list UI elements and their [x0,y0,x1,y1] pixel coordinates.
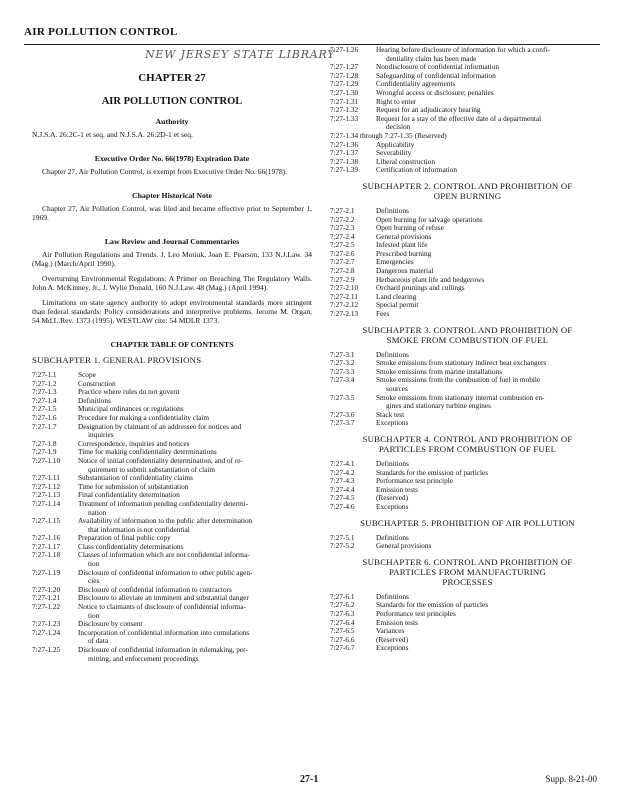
toc-entry [330,619,605,628]
section-number: 7:27-1.36 [330,139,359,149]
section-number: 7:27-6.1 [330,591,355,601]
section-title: Classes of information which are not confidential informa- tion [78,550,250,569]
toc-entry [330,72,605,81]
page-header [24,14,600,45]
toc-entry [330,89,605,98]
toc-entry [330,284,605,293]
section-title: Construction [78,378,116,388]
section-number: 7:27-2.8 [330,266,355,276]
toc-entry [330,293,605,302]
toc-entry [330,394,605,411]
toc-entry [32,371,312,380]
subchapter-6-list [330,593,605,653]
toc-entry [330,158,605,167]
toc-entry [330,419,605,428]
toc-entry [32,551,312,568]
section-title: Fees [376,309,390,319]
section-title: Open burning for salvage operations [376,214,483,224]
section-number: 7:27-1.26 [330,45,359,54]
toc-entry [330,276,605,285]
section-number: 7:27-3.2 [330,358,355,368]
section-number: 7:27-6.3 [330,608,355,618]
section-title: Disclosure to alleviate an imminent and substantial danger [78,593,249,603]
section-title: Special permit [376,300,419,310]
section-title: Dangerous material [376,266,434,276]
section-number: 7:27-1.17 [32,541,61,551]
toc-entry [330,601,605,610]
section-title: Exceptions [376,501,409,511]
section-title: Disclosure of confidential information to other public agen- cies [78,567,253,586]
subchapter-1-continued-list [330,46,605,175]
toc-entry [330,610,605,619]
left-column [32,72,312,663]
section-number: 7:27-1.39 [330,165,359,175]
section-title: Confidentiality agreements [376,79,456,89]
section-title: Smoke emissions from stationary indirect heat exchangers [376,358,547,368]
toc-entry [330,503,605,512]
section-title: Designation by claimant of an addressee for notices and inquiries [78,421,242,440]
section-title: Disclosure of confidential information in rulemaking, per- mitting, and enforcement proceedings [78,645,248,663]
section-title: Emission tests [376,484,418,494]
chapter-number: CHAPTER 27 [138,72,206,84]
section-title: Herbaceous plant life and hedgerows [376,274,485,284]
section-number: 7:27-1.16 [32,533,61,543]
subchapter-3-title: SUBCHAPTER 3. CONTROL AND PROHIBITION OF SMOKE FROM COMBUSTION OF FUEL [362,324,573,345]
section-title: Exceptions [376,643,409,653]
section-number: 7:27-6.5 [330,626,355,636]
section-title: Notice of initial confidentiality determination, and of re- quirement to submit substantiation of claim [78,455,243,474]
section-number: 7:27-1.1 [32,370,57,379]
section-title: Definitions [376,458,409,468]
section-number: 7:27-2.5 [330,240,355,250]
library-stamp: NEW JERSEY STATE LIBRARY [145,48,336,61]
section-number: 7:27-5.1 [330,532,355,542]
section-number: 7:27-1.22 [32,602,61,612]
toc-entry [32,457,312,474]
section-title: Severability [376,148,412,158]
section-number: 7:27-1.14 [32,498,61,508]
section-title: Smoke emissions from the combustion of fuel in mobile sources [376,375,541,393]
page-number: 27-1 [300,774,319,785]
section-number: 7:27-1.30 [330,87,359,97]
section-number: 7:27-2.4 [330,231,355,241]
section-number: 7:27-3.6 [330,409,355,419]
subchapter-4-list [330,460,605,512]
toc-entry [330,310,605,319]
toc-entry [330,636,605,645]
section-number: 7:27-1.11 [32,473,60,483]
section-title: Performance test principle [376,476,453,486]
section-title: Liberal construction [376,156,435,166]
section-number: 7:27-3.4 [330,375,355,385]
section-number: 7:27-6.4 [330,617,355,627]
section-number: 7:27-2.1 [330,205,355,215]
section-title: Nondisclosure of confidential information [376,62,500,72]
toc-entry [32,423,312,440]
section-number: 7:27-2.12 [330,300,359,310]
section-title: Availability of information to the public after determination that information is not confidential [78,516,253,534]
section-number: 7:27-1.38 [330,156,359,166]
supplement-date: Supp. 8-21-00 [545,774,597,784]
subchapter-6-title: SUBCHAPTER 6. CONTROL AND PROHIBITION OF PARTICLES FROM MANUFACTURING PROCESSES [362,556,573,587]
section-number: 7:27-3.3 [330,366,355,376]
section-title: Procedure for making a confidentiality claim [78,412,210,422]
section-number: 7:27-2.11 [330,291,358,301]
section-title: Land clearing [376,291,417,301]
section-number: 7:27-1.8 [32,438,57,448]
section-title: Safeguarding of confidential information [376,70,496,80]
section-title: Wrongful access or disclosure; penalties [376,87,494,97]
authority-heading: Authority [155,117,189,126]
authority-text: N.J.S.A. 26:2C-1 et seq. and N.J.S.A. 26:2D-1 et seq. [32,130,193,139]
section-number: 7:27-1.5 [32,404,57,414]
section-number: 7:27-3.7 [330,418,355,428]
section-number: 7:27-1.23 [32,619,61,629]
section-number: 7:27-3.5 [330,392,355,402]
section-number: 7:27-1.37 [330,148,359,158]
section-title: General provisions [376,231,432,241]
section-title: Emission tests [376,617,418,627]
section-title: (Reserved) [376,634,409,644]
section-title: Time for making confidentiality determinations [78,447,217,457]
toc-entry [330,411,605,420]
section-number: 7:27-1.31 [330,96,359,106]
section-title: Class confidentiality determinations [78,541,184,551]
toc-heading: CHAPTER TABLE OF CONTENTS [110,340,234,349]
section-title: Smoke emissions from marine installations [376,366,503,376]
toc-entry [330,141,605,150]
section-number: 7:27-2.6 [330,248,355,258]
toc-entry [330,542,605,551]
section-number: 7:27-1.2 [32,378,57,388]
section-title: Correspondence, inquiries and notices [78,438,190,448]
toc-entry [330,224,605,233]
section-title: Emergencies [376,257,414,267]
section-number: 7:27-1.12 [32,481,61,491]
section-title: Notice to claimants of disclosure of confidential informa- tion [78,602,246,620]
section-title: Definitions [78,395,111,405]
section-number: 7:27-2.10 [330,283,359,293]
section-number: 7:27-4.3 [330,476,355,486]
right-column [330,46,605,653]
section-number: 7:27-1.34 through 7:27-1.35 [330,130,413,140]
section-number: 7:27-2.7 [330,257,355,267]
section-title: Right to enter [376,96,417,106]
toc-entry [32,517,312,534]
toc-entry [330,301,605,310]
section-number: 7:27-6.2 [330,600,355,610]
law-review-entry: Overturning Environmental Regulations: A Primer on Breaching The Regulatory Walls. John A. McKinney, Jr., J. Wylie Donald, 160 N.J.Law. 48 (Mag.) (April 1994). [32,274,312,292]
section-number: 7:27-1.15 [32,516,61,526]
section-title: Infested plant life [376,240,428,250]
section-number: 7:27-3.1 [330,349,355,359]
section-title: Variances [376,626,405,636]
toc-entry [330,494,605,503]
section-number: 7:27-1.20 [32,584,61,594]
toc-entry [330,149,605,158]
section-title: Substantiation of confidentiality claims [78,473,193,483]
section-title: Open burning of refuse [376,223,444,233]
subchapter-1-title: SUBCHAPTER 1. GENERAL PROVISIONS [32,355,202,365]
section-title: Stack test [376,409,405,419]
section-number: 7:27-1.3 [32,387,57,397]
section-title: Definitions [376,591,409,601]
section-number: 7:27-1.10 [32,455,61,465]
section-number: 7:27-1.7 [32,421,57,431]
section-number: 7:27-1.4 [32,395,57,405]
executive-order-heading: Executive Order No. 66(1978) Expiration Date [94,154,250,163]
executive-order-text: Chapter 27, Air Pollution Control, is exempt from Executive Order No. 66(1978). [42,167,288,176]
toc-entry [330,250,605,259]
section-title: Standards for the emission of particles [376,600,489,610]
chapter-title: AIR POLLUTION CONTROL [101,96,243,107]
section-number: 7:27-1.27 [330,62,359,72]
law-review-entry: Limitations on state agency authority to adopt environmental standards more stringent than federal standards: Policy considerations and interpretive problems. Jerome M. Organ, 54 Md.L.Rev. 1373 (1995). WESTLAW cite: 54 MDLR 1373. [32,298,312,325]
historical-note-heading: Chapter Historical Note [132,191,212,200]
section-title: Definitions [376,532,409,542]
section-number: 7:27-4.5 [330,493,355,503]
toc-entry [330,469,605,478]
section-number: 7:27-2.2 [330,214,355,224]
section-title: Preparation of final public copy [78,533,171,543]
section-title: Definitions [376,349,409,359]
toc-entry [32,388,312,397]
section-title: Performance test principles [376,608,456,618]
section-title: Practice where rules do not govern [78,387,180,397]
section-number: 7:27-4.4 [330,484,355,494]
section-title: (Reserved) [414,130,447,140]
toc-entry [330,132,605,141]
toc-entry [330,241,605,250]
section-title: Treatment of information pending confidentiality determi- nation [78,498,249,517]
section-number: 7:27-4.6 [330,501,355,511]
section-title: (Reserved) [376,493,409,503]
section-number: 7:27-1.9 [32,447,57,457]
section-title: Scope [78,370,96,379]
section-title: Standards for the emission of particles [376,467,489,477]
section-title: Smoke emissions from stationary internal combustion en- gines and stationary turbine engines [376,392,545,411]
section-number: 7:27-1.29 [330,79,359,89]
section-number: 7:27-6.7 [330,643,355,653]
law-review-heading: Law Review and Journal Commentaries [104,237,240,246]
section-title: Request for an adjudicatory hearing [376,105,481,115]
section-number: 7:27-1.32 [330,105,359,115]
section-number: 7:27-6.6 [330,634,355,644]
section-title: Disclosure by consent [78,619,143,629]
toc-entry [330,46,605,63]
section-title: Exceptions [376,418,409,428]
toc-entry [330,627,605,636]
section-number: 7:27-5.2 [330,541,355,551]
subchapter-5-title: SUBCHAPTER 5. PROHIBITION OF AIR POLLUTION [360,517,575,528]
toc-entry [32,500,312,517]
section-number: 7:27-1.33 [330,113,359,123]
toc-entry [32,629,312,646]
section-title: Orchard prunings and cullings [376,283,465,293]
toc-entry [330,486,605,495]
subchapter-2-title: SUBCHAPTER 2. CONTROL AND PROHIBITION OF OPEN BURNING [362,180,573,201]
section-number: 7:27-1.6 [32,412,57,422]
subchapter-5-list [330,534,605,551]
section-title: Disclosure of confidential information to contractors [78,584,232,594]
toc-entry [330,477,605,486]
running-head: AIR POLLUTION CONTROL [24,26,178,38]
toc-entry [330,644,605,653]
section-number: 7:27-2.13 [330,309,359,319]
toc-entry [330,233,605,242]
section-title: Time for submission of substantiation [78,481,189,491]
section-title: Certification of information [376,165,458,175]
section-number: 7:27-4.1 [330,458,355,468]
section-title: Incorporation of confidential information into cumulations of data [78,627,250,646]
section-title: Definitions [376,205,409,215]
toc-entry [330,534,605,543]
subchapter-4-title: SUBCHAPTER 4. CONTROL AND PROHIBITION OF PARTICLES FROM COMBUSTION OF FUEL [362,433,573,454]
section-title: Municipal ordinances or regulations [78,404,184,414]
historical-note-text: Chapter 27, Air Pollution Control, was filed and became effective prior to September 1, 1969. [32,204,312,222]
section-number: 7:27-1.21 [32,593,61,603]
toc-entry [330,376,605,393]
subchapter-3-list [330,351,605,428]
section-number: 7:27-2.9 [330,274,355,284]
subchapter-2-list [330,207,605,319]
subchapter-1-list [32,371,312,663]
section-number: 7:27-1.25 [32,645,61,654]
toc-entry [330,166,605,175]
toc-entry [330,115,605,132]
section-title: Applicability [376,139,415,149]
section-number: 7:27-1.19 [32,567,61,577]
section-number: 7:27-1.28 [330,70,359,80]
section-number: 7:27-1.24 [32,627,61,637]
section-number: 7:27-1.13 [32,490,61,500]
toc-entry [330,216,605,225]
section-title: Request for a stay of the effective date of a departmental decision [376,113,542,132]
section-title: Hearing before disclosure of information for which a confi- dentiality claim has been made [376,45,550,63]
section-number: 7:27-2.3 [330,223,355,233]
section-number: 7:27-4.2 [330,467,355,477]
toc-entry [330,258,605,267]
section-title: Final confidentiality determination [78,490,180,500]
toc-entry [32,646,312,663]
toc-entry [32,603,312,620]
section-title: General provisions [376,541,432,551]
section-title: Prescribed burning [376,248,432,258]
toc-entry [32,569,312,586]
section-number: 7:27-1.18 [32,550,61,560]
law-review-entry: Air Pollution Regulations and Trends. J. Leo Motiuk, Joan E. Pearson, 133 N.J.Law. 34 (Mag.) (March/April 1990). [32,250,312,268]
